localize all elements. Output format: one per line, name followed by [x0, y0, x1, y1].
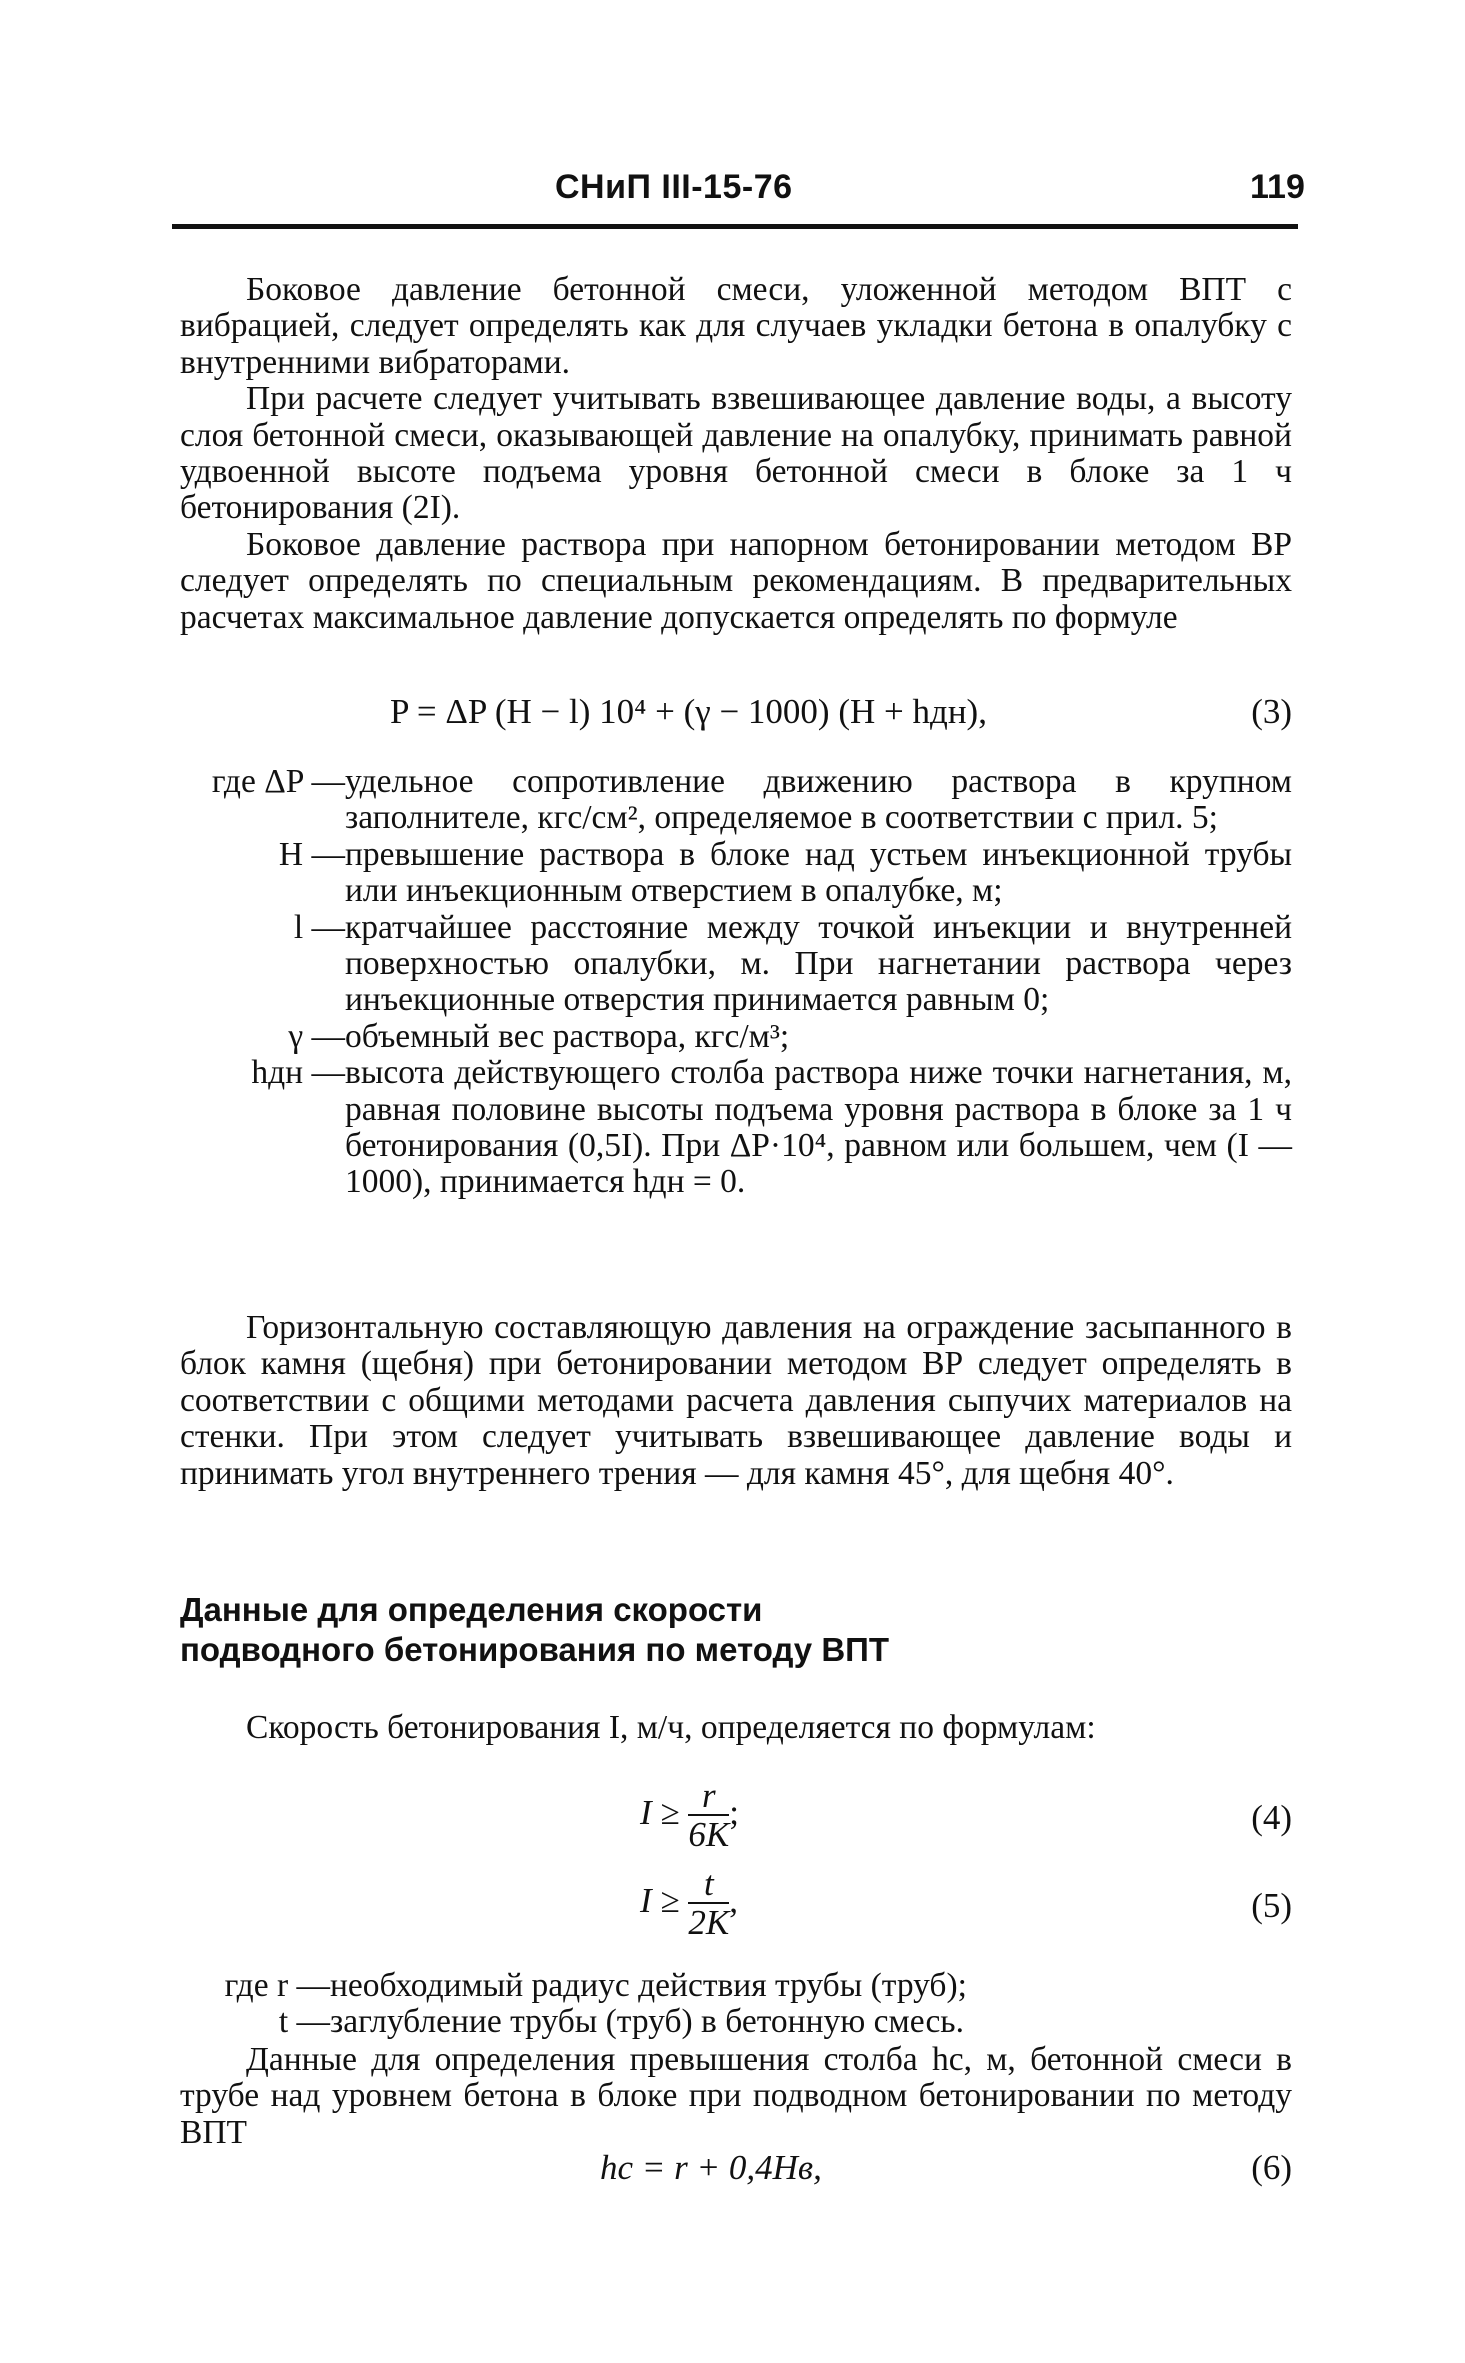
fraction: [688, 1778, 729, 1854]
final-paragraph-block: [180, 2042, 1292, 2151]
equation-number: (5): [1251, 1886, 1292, 1925]
formula-lhs: I ≥: [640, 1881, 680, 1921]
definition-item: [180, 1019, 1292, 1055]
fraction: [688, 1866, 729, 1942]
speed-intro-block: [180, 1710, 1292, 1746]
header-rule: [172, 224, 1298, 229]
definition-symbol: где r —: [224, 1967, 330, 2004]
definition-symbol: H —: [278, 835, 345, 873]
definition-item: [180, 1055, 1292, 1201]
definition-text: объемный вес раствора, кгс/м³;: [345, 1017, 790, 1055]
fraction-denominator: 6K: [688, 1815, 730, 1854]
page-number: 119: [1250, 168, 1305, 206]
formula-6-row: [180, 2148, 1292, 2196]
definition-symbol: γ —: [288, 1017, 345, 1055]
paragraph: Данные для определения превышения столба hc, м, бетонной смеси в трубе над уровнем бетона в блоке при подводном бетонировании по методу ВПТ: [180, 2041, 1292, 2151]
paragraph: При расчете следует учитывать взвешивающее давление воды, а высоту слоя бетонной смеси, оказывающей давление на опалубку, принимать равной удвоенной высоте подъема уровня бетонной смеси в блоке за 1 ч бетонирования (2I).: [180, 380, 1292, 527]
paragraph: Боковое давление бетонной смеси, уложенной методом ВПТ с вибрацией, следует определять как для случаев укладки бетона в опалубку с внутренними вибраторами.: [180, 271, 1292, 381]
paragraph: Скорость бетонирования I, м/ч, определяется по формулам:: [246, 1709, 1096, 1746]
definition-text: заглубление трубы (труб) в бетонную смесь.: [330, 2003, 964, 2041]
fraction-denominator: 2K: [688, 1903, 730, 1942]
definitions-list: [180, 764, 1292, 1201]
equation-number: (4): [1251, 1798, 1292, 1837]
paragraph: Горизонтальную составляющую давления на ограждение засыпанного в блок камня (щебня) при бетонировании методом ВР следует определять в соответствии с общими методами расчета давления сыпучих материалов на стенки. При этом следует учитывать взвешивающее давление воды и принимать угол внутреннего трения — для камня 45°, для щебня 40°.: [180, 1309, 1292, 1492]
definition-symbol: t —: [278, 2003, 330, 2041]
definition-text: удельное сопротивление движению раствора в крупном заполнителе, кгс/см², определяемое в соответствии с прил. 5;: [345, 763, 1292, 837]
intro-paragraphs: [180, 272, 1292, 636]
section-heading: [180, 1590, 889, 1670]
definition-item: [180, 910, 1292, 1019]
section-heading-line: Данные для определения скорости: [180, 1591, 763, 1628]
definition-item: [180, 2004, 1292, 2040]
section-heading-line: подводного бетонирования по методу ВПТ: [180, 1631, 890, 1668]
running-header: СНиП III-15-76: [555, 168, 793, 206]
fraction-numerator: t: [688, 1866, 729, 1904]
equation-number: (6): [1251, 2148, 1292, 2187]
definition-symbol: hдн —: [251, 1054, 345, 1092]
fraction-numerator: r: [688, 1778, 729, 1816]
equation-number: (3): [1251, 692, 1292, 731]
paragraph-block: [180, 1310, 1292, 1492]
formula-5-row: [180, 1860, 1292, 1946]
definition-item: [180, 1968, 1292, 2004]
formula-punct: ,: [729, 1881, 738, 1921]
formula-4: [640, 1778, 739, 1854]
formula-3-row: [180, 692, 1292, 740]
definition-item: [180, 837, 1292, 910]
definition-text: превышение раствора в блоке над устьем инъекционной трубы или инъекционным отверстием в опалубке, м;: [345, 835, 1292, 910]
formula-lhs: I ≥: [640, 1793, 680, 1833]
definition-text: высота действующего столба раствора ниже точки нагнетания, м, равная половине высоты подъема уровня раствора в блоке за 1 ч бетонирования (0,5I). При ΔP·10⁴, равном или большем, чем (I — 1000), принимается hдн = 0.: [345, 1054, 1292, 1201]
formula-3: P = ΔP (H − l) 10⁴ + (γ − 1000) (H + hдн),: [390, 692, 987, 731]
formula-punct: ;: [729, 1793, 739, 1833]
paragraph: Боковое давление раствора при напорном бетонировании методом ВР следует определять по специальным рекомендациям. В предварительных расчетах максимальное давление допускается определять по формуле: [180, 525, 1292, 636]
formula-5: [640, 1866, 738, 1942]
definition-text: кратчайшее расстояние между точкой инъекции и внутренней поверхностью опалубки, м. При нагнетании раствора через инъекционные отверстия принимается равным 0;: [345, 908, 1292, 1019]
definition-symbol: l —: [293, 908, 345, 946]
definition-item: [180, 764, 1292, 837]
formula-6: hc = r + 0,4Hв,: [600, 2148, 822, 2187]
definitions-list-2: [180, 1968, 1292, 2041]
formula-4-row: [180, 1772, 1292, 1858]
definition-text: необходимый радиус действия трубы (труб);: [330, 1967, 967, 2004]
definition-symbol: где ΔP —: [211, 763, 345, 800]
